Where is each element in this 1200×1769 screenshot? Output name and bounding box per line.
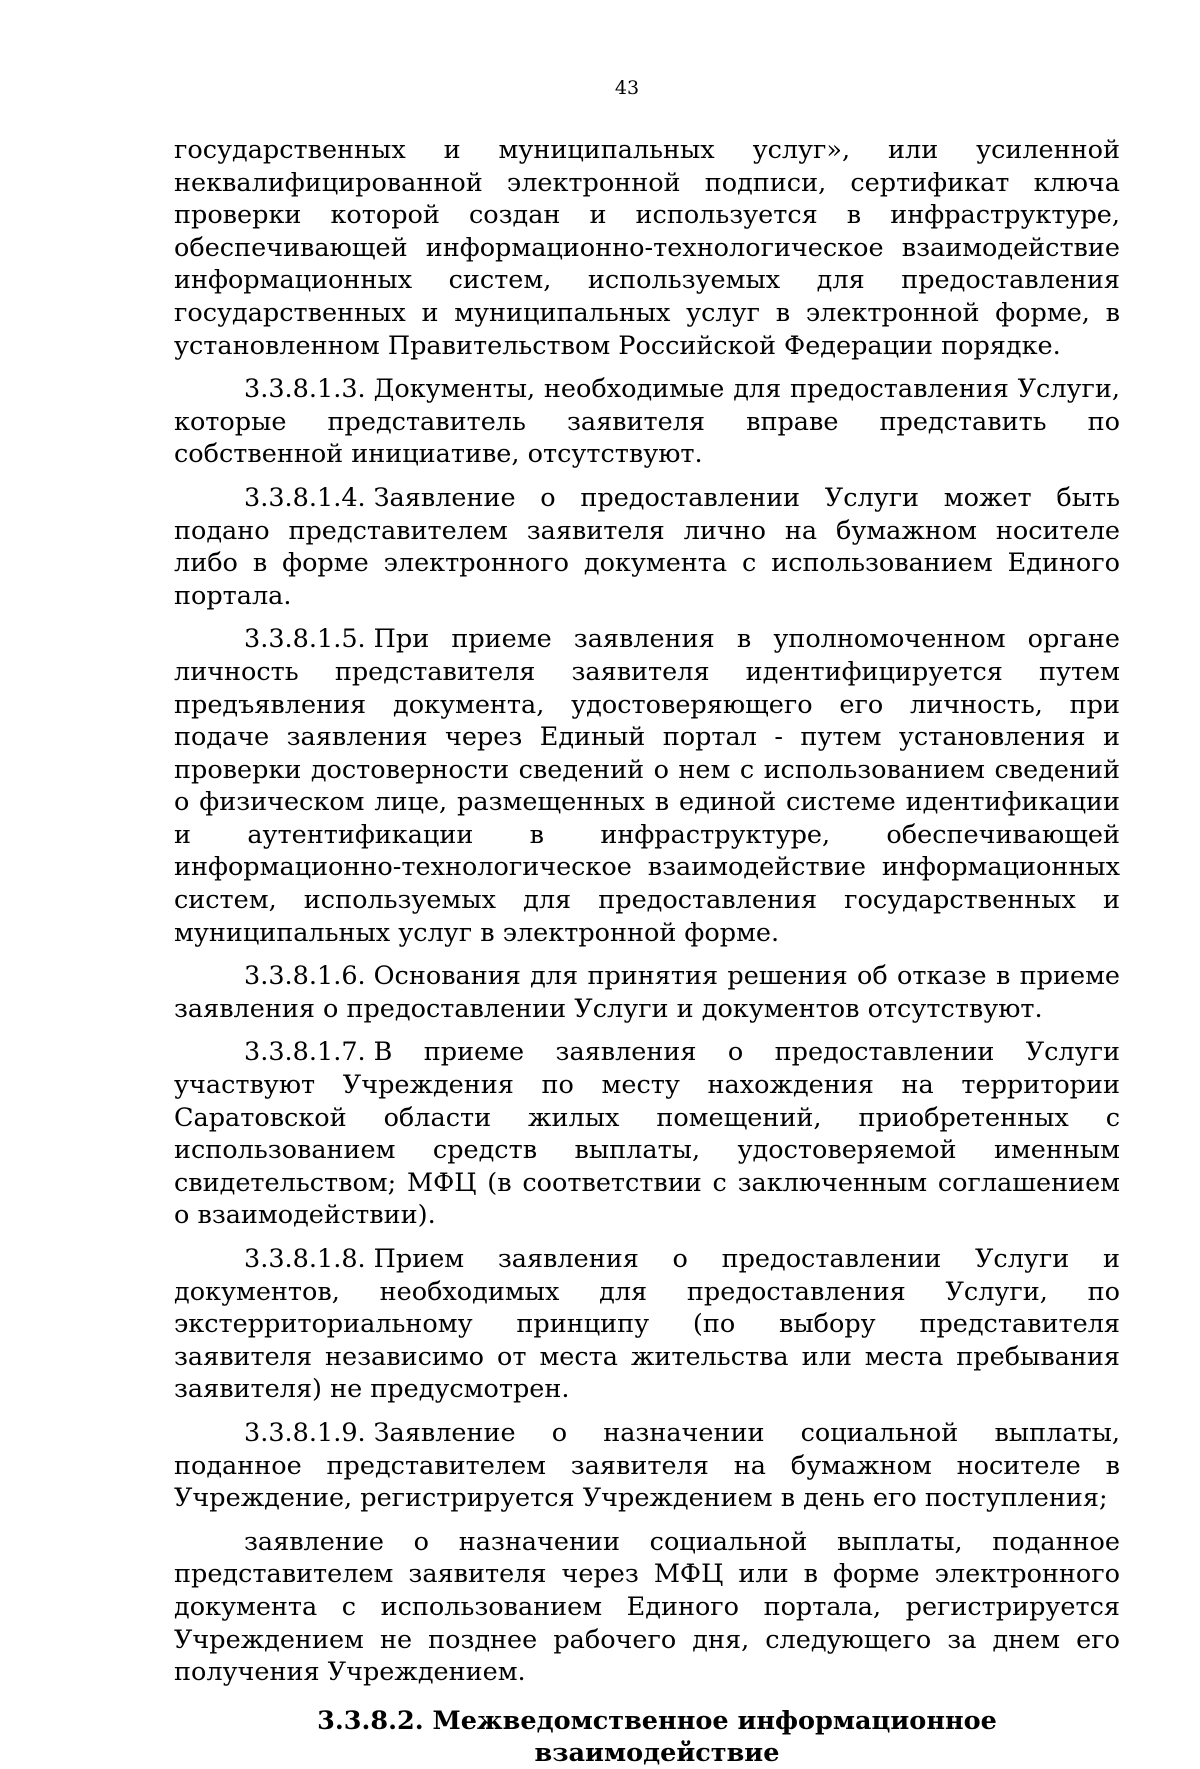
paragraph-3-3-8-1-7 [174,1036,1120,1232]
page-number: 43 [614,77,640,99]
paragraph-registration [174,1526,1120,1689]
document-body [174,134,1120,1769]
paragraph-3-3-8-1-4 [174,482,1120,612]
paragraph-text: заявление о назначении социальной выплаты, поданное представителем заявителя через МФЦ или в форме электронного документа с использованием Единого портала, регистрируется Учреждением не позднее рабочего дня, следующего за днем его получения Учреждением. [174,1526,1120,1688]
section-heading: 3.3.8.2. Межведомственное информационное взаимодействие [317,1705,997,1768]
paragraph-3-3-8-1-5 [174,623,1120,949]
paragraph-text: Документы, необходимые для предоставления Услуги, которые представитель заявителя вправе представить по собственной инициативе, отсутствуют. [174,374,1120,470]
paragraph-number: 3.3.8.1.8. [244,1244,366,1274]
paragraph-text: Заявление о назначении социальной выплаты, поданное представителем заявителя на бумажном носителе в Учреждение, регистрируется Учреждением в день его поступления; [174,1417,1120,1514]
paragraph-text: государственных и муниципальных услуг», или усиленной неквалифицированной электронной подписи, сертификат ключа проверки которой создан и используется в инфраструктуре, обеспечивающей информационно-технологическое взаимодействие информационных систем, используемых для предоставления государственных и муниципальных услуг в электронной форме, в установленном Правительством Российской Федерации порядке. [174,135,1120,361]
paragraph-number: 3.3.8.1.6. [244,961,366,992]
paragraph-3-3-8-1-8 [174,1243,1120,1406]
paragraph-text: Основания для принятия решения об отказе в приеме заявления о предоставлении Услуги и документов отсутствуют. [174,961,1120,1024]
paragraph-number: 3.3.8.1.4. [244,482,366,513]
paragraph-text: При приеме заявления в уполномоченном органе личность представителя заявителя идентифицируется путем предъявления документа, удостоверяющего его личность, при подаче заявления через Единый портал - путем установления и проверки достоверности сведений о нем с использованием сведений о физическом лице, размещенных в единой системе идентификации и аутентификации в инфраструктуре, обеспечивающей информационно-технологическое взаимодействие информационных систем, используемых для предоставления государственных и муниципальных услуг в электронной форме. [174,624,1120,948]
paragraph-number: 3.3.8.1.5. [244,624,366,655]
paragraph-number: 3.3.8.1.7. [244,1037,366,1068]
paragraph-text: Заявление о предоставлении Услуги может быть подано представителем заявителя лично на бумажном носителе либо в форме электронного документа с использованием Единого портала. [174,482,1120,611]
paragraph-text: В приеме заявления о предоставлении Услуги участвуют Учреждения по месту нахождения на территории Саратовской области жилых помещений, приобретенных с использованием средств выплаты, удостоверяемой именным свидетельством; МФЦ (в соответствии с заключенным соглашением о взаимодействии). [174,1037,1120,1231]
paragraph-text: Прием заявления о предоставлении Услуги и документов, необходимых для предоставления Услуги, по экстерриториальному принципу (по выбору представителя заявителя независимо от места жительства или места пребывания заявителя) не предусмотрен. [174,1244,1120,1405]
paragraph-3-3-8-1-3 [174,373,1120,471]
paragraph-number: 3.3.8.1.3. [244,374,366,405]
paragraph-3-3-8-1-9 [174,1417,1120,1515]
paragraph-continuation [174,134,1120,362]
paragraph-3-3-8-1-6 [174,960,1120,1025]
paragraph-number: 3.3.8.1.9. [244,1417,366,1448]
